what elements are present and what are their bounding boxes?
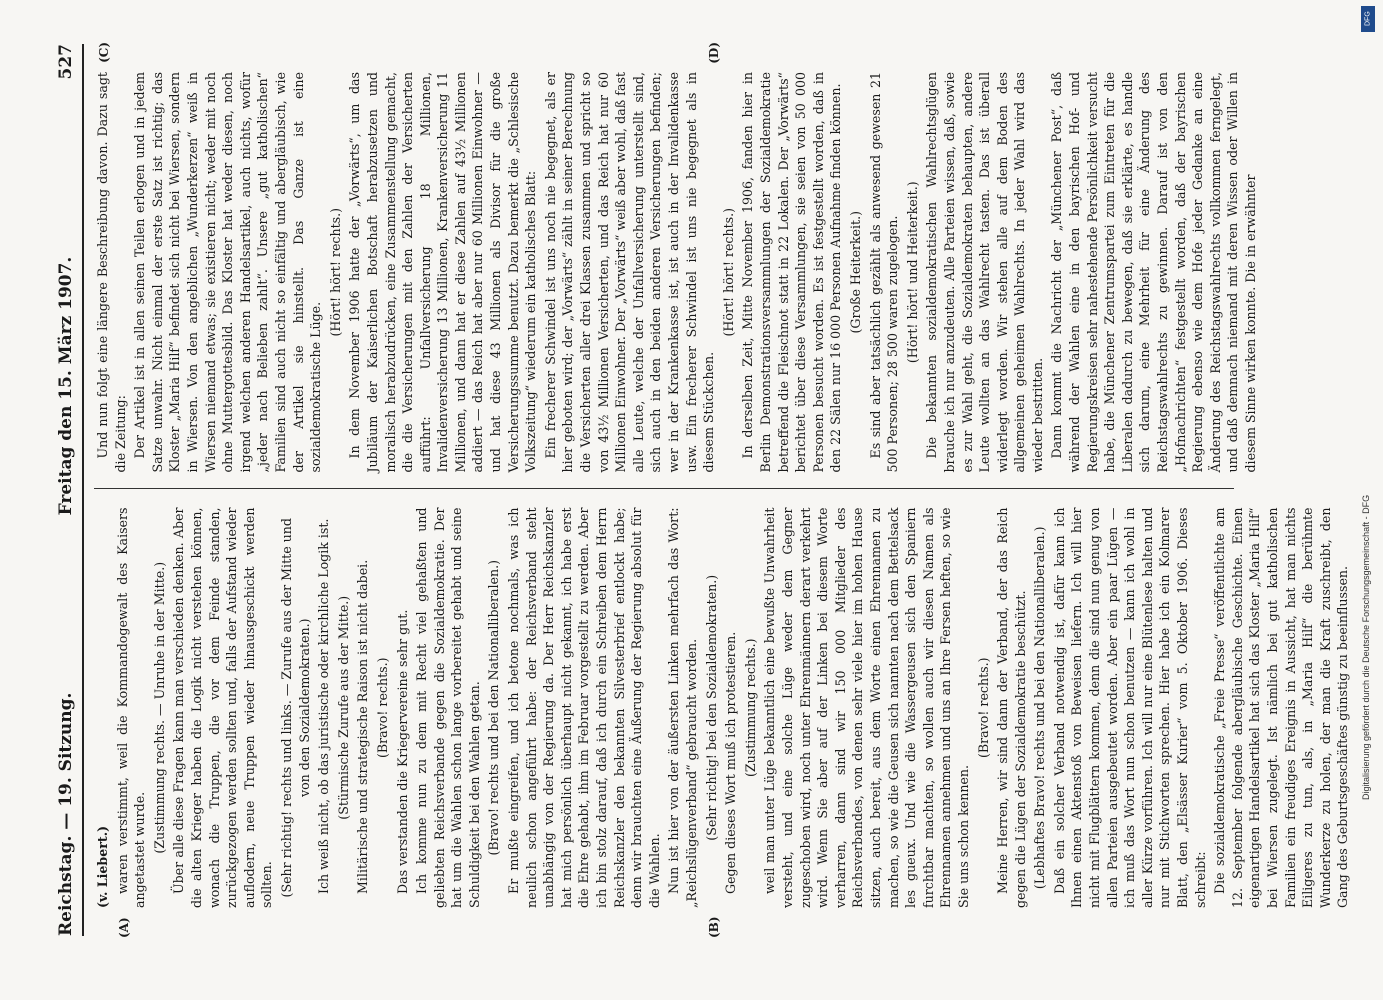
left-column-paragraph: Militärische und strategische Raison ist nicht dabei.	[355, 559, 371, 894]
digitization-credit: Digitalisierung gefördert durch die Deutsche Forschungsgemeinschaft - DFG	[1361, 494, 1371, 800]
right-column-paragraph: (Hört! hört! und Heiterkeit.)	[904, 181, 920, 364]
left-column	[94, 507, 1351, 938]
left-column-paragraph: Er mußte eingreifen, und ich betone nochmals, was ich neulich schon angeführt habe: der Reichsverband steht unabhängig von der Regierung da. Der Herr Reichskanzler hat mich persönlich überhaupt nicht gekannt, ich habe erst die Ehre gehabt, ihm im Februar vorgestellt zu werden. Aber ich bin stolz darauf, daß ich durch ein Schreiben dem Herrn Reichskanzler den bekannten Silvesterbrief entlockt habe; denn wir brauchten eine Äußerung der Regierung absolut für die Wahlen.	[506, 507, 662, 908]
left-column-paragraph: Meine Herren, wir sind dann der Verband, der das Reich gegen die Lügen der Sozialdemokratie beschützt.	[995, 507, 1028, 908]
right-column-paragraph: Dann kommt die Nachricht der „Münchener Post“, daß während der Wahlen eine in den bayrischen Hof- und Regierungskreisen sehr nahestehende Persönlichkeit versucht habe, die Münchener Zentrumspartei zum Eintreten für die Liberalen dadurch zu bewegen, daß sie erklärte, es handle sich darum, eine Mehrheit für eine Änderung des Reichstagswahlrechts zu gewinnen. Darauf ist von den „Hofnachrichten“ festgestellt worden, daß der bayrischen Regierung ebenso wie dem Hofe jeder Gedanke an eine Änderung des Reichstagswahlrechts vollkommen ferngelegt, und daß demnach niemand mit deren Wissen oder Willen in diesem Sinne wirken konnte. Die in erwähnter	[1049, 72, 1258, 473]
page-number: 527	[56, 44, 76, 80]
right-column-paragraph: Der Artikel ist in allen seinen Teilen erlogen und in jedem Satze unwahr. Nicht einmal der erste Satz ist richtig; das Kloster „Maria Hilf“ befindet sich nicht bei Wiersen, sondern in Wiersen. Von den angeblichen „Wunderkerzen“ weiß in Wiersen niemand etwas; sie existieren nicht; weder mit noch ohne Muttergottesbild. Das Kloster hat weder diesen, noch irgend welchen anderen Handelsartikel, auch nichts, wofür „jeder nach Belieben zahlt“. Unsere „gut katholischen“ Familien sind auch nicht so einfältig und abergläubisch, wie der Artikel sie hinstellt. Das Ganze ist eine sozialdemokratische Lüge.	[132, 72, 324, 473]
left-column-paragraph: Nun ist hier von der äußersten Linken mehrfach das Wort: „Reichslügenverband“ gebraucht worden.	[666, 507, 699, 908]
left-column-paragraph: (Lebhaftes Bravo! rechts und bei den Nationalliberalen.)	[1032, 526, 1048, 890]
margin-marker-c: (C)	[97, 42, 111, 63]
left-column-paragraph: Ich komme nun zu dem mit Recht viel gehaßten und geliebten Reichsverbande gegen die Sozialdemokratie. Der hat um die Wahlen schon lange vorbereitet gehabt und seine Schuldigkeit bei den Wahlen getan.	[414, 507, 482, 908]
left-column-paragraph: Gegen dieses Wort muß ich protestieren.	[723, 631, 739, 894]
left-column-paragraph: Daß ein solcher Verband notwendig ist, dafür kann ich Ihnen einen Aktenstoß von Beweisen liefern. Ich will hier nicht mit Flugblättern kommen, denn die sind nun genug von allen Parteien ausgebeutet worden. Aber ein paar Lügen — ich muß das Wort nun schon benutzen — kann ich wohl in aller Kürze vorführen. Ich will nur eine Blütenlese halten und nur mit Stichworten sprechen. Hier habe ich ein Kolmarer Blatt, den „Elsässer Kurier“ vom 5. Oktober 1906. Dieses schreibt:	[1051, 507, 1208, 908]
right-column-paragraph: Ein frecherer Schwindel ist uns noch nie begegnet, als er hier geboten wird; der „Vorwärts“ zählt in seiner Berechnung die Versicherten aller drei Klassen zusammen und spricht so von 43½ Millionen Versicherten, und das Reich hat nur 60 Millionen Einwohner. Der „Vorwärts“ weiß aber wohl, daß fast alle Leute, welche der Unfallversicherung unterstellt sind, sich auch in den beiden anderen Versicherungen befinden; wer in der Krankenkasse ist, ist auch in der Invalidenkasse usw. Ein frecherer Schwindel ist uns nie begegnet als in diesem Stückchen.	[542, 72, 717, 473]
left-column-paragraph: weil man unter Lüge bekanntlich eine bewußte Unwahrheit versteht, und eine solche Lüge weder dem Gegner zugeschoben wird, noch unter Ehrenmännern derart verkehrt wird. Wenn Sie aber auf der Linken bei diesem Worte verharren, dann sind wir 150 000 Mitglieder des Reichsverbandes, von denen sehr viele hier im hohen Hause sitzen, auch bereit, aus dem Worte einen Ehrennamen zu machen, so wie die Geusen sich nannten nach dem Bettelsack les gueux. Und wie die Wassergeusen sich den Spaniern furchtbar machten, so wollen auch wir diesen Namen als Ehrennamen annehmen und uns an Ihre Fersen heften, so wie Sie uns schon kennen.	[762, 507, 971, 908]
dfg-logo-badge: DFG	[1361, 6, 1375, 32]
left-column-paragraph: (Sehr richtig! bei den Sozialdemokraten.)	[703, 574, 719, 841]
right-column	[94, 42, 1258, 490]
right-column-paragraph: Die bekannten sozialdemokratischen Wahlrechtsglügen brauche ich nur anzudeuten. Alle Parteien wissen, daß, sowie es zur Wahl geht, die Sozialdemokraten behaupten, andere Leute wollten an das Wahlrecht tasten. Das ist überall widerlegt worden. Wir stehen alle auf dem Boden des allgemeinen geheimen Wahlrechts. In jeder Wahl wird das wieder bestritten.	[924, 72, 1045, 473]
header-left: Reichstag. — 19. Sitzung.	[56, 692, 76, 936]
left-column-paragraph: (Stürmische Zurufe aus der Mitte.)	[335, 595, 351, 820]
left-column-paragraph: waren verstimmt, weil die Kommandogewalt des Kaisers angetastet wurde.	[114, 507, 148, 908]
page-header	[56, 44, 84, 936]
header-date: Freitag den 15. März 1907.	[56, 256, 76, 516]
left-column-paragraph: Über alle diese Fragen kann man verschieden denken. Aber die alten Krieger haben die Logik nicht verstehen können, wonach die Truppen, die vor dem Feinde standen, zurückgezogen werden sollten und, falls der Aufstand wieder auflodern, neue Truppen wieder hinausgeschickt werden sollten.	[171, 507, 275, 908]
left-column-paragraph: Ich weiß nicht, ob das juristische oder kirchliche Logik ist.	[316, 518, 332, 894]
right-column-paragraph: (Hört! hört! rechts.)	[327, 207, 343, 337]
margin-marker-a: (A)	[117, 917, 131, 938]
left-column-paragraph: Das verstanden die Kriegervereine sehr gut.	[394, 609, 410, 894]
right-column-paragraph: Und nun folgt eine längere Beschreibung davon. Dazu sagt die Zeitung:	[95, 72, 128, 473]
left-column-paragraph: (Bravo! rechts und bei den Nationalliberalen.)	[486, 559, 502, 856]
right-column-paragraph: In dem November 1906 hatte der „Vorwärts“, um das Jubiläum der Kaiserlichen Botschaft herabzusetzen und moralisch herabzudrücken, eine Zusammenstellung gemacht, die die Versicherungen mit den Zahlen der Versicherten aufführt: Unfallversicherung 18 Millionen, Invalidenversicherung 13 Millionen, Krankenversicherung 11 Millionen, und dann hat er diese Zahlen auf 43½ Millionen addiert — das Reich hat aber nur 60 Millionen Einwohner — und hat diese 43 Millionen als Divisor für die große Versicherungssumme benutzt. Dazu bemerkt die „Schlesische Volkszeitung“ wiederum ein katholisches Blatt:	[347, 72, 539, 473]
right-column-paragraph: In derselben Zeit, Mitte November 1906, fanden hier in Berlin Demonstrationsversammlungen der Sozialdemokratie betreffend die Fleischnot statt in 22 Lokalen. Der „Vorwärts“ berichtet über diese Versammlungen, sie seien von 50 000 Personen besucht worden. Es ist festgestellt worden, daß in den 22 Sälen nur 16 000 Personen Aufnahme finden können.	[740, 72, 844, 473]
margin-marker-b: (B)	[707, 916, 721, 938]
left-column-paragraph: (Sehr richtig! rechts und links. — Zurufe aus der Mitte und von den Sozialdemokraten.)	[278, 518, 312, 898]
left-column-paragraph: (Zustimmung rechts.)	[742, 638, 758, 778]
right-column-paragraph: (Große Heiterkeit.)	[847, 210, 863, 334]
left-column-paragraph: Die sozialdemokratische „Freie Presse“ veröffentlichte am 12. September folgende abergläubische Geschichte. Einen eigenartigen Handelsartikel hat sich das Kloster „Maria Hilf“ bei Wiersen zugelegt. Ist nämlich bei gut katholischen Familien ein freudiges Ereignis in Aussicht, hat man nichts Eiligeres zu tun, als, in „Maria Hilf“ die berühmte Wunderkerze zu holen, der man die Kraft zuschreibt, den Gang des Geburtsgeschäftes günstig zu beeinflussen.	[1212, 507, 1351, 908]
right-column-paragraph: (Hört! hört! rechts.)	[720, 207, 736, 337]
margin-marker-d: (D)	[707, 42, 721, 64]
left-column-paragraph: (v. Liebert.)	[95, 825, 110, 908]
left-column-paragraph: (Bravo! rechts.)	[975, 657, 991, 759]
right-column-paragraph: Es sind aber tatsächlich gezählt als anwesend gewesen 21 500 Personen; 28 500 waren zugelogen.	[867, 72, 901, 473]
left-column-paragraph: (Bravo! rechts.)	[374, 657, 390, 759]
left-column-paragraph: (Zustimmung rechts. — Unruhe in der Mitte.)	[151, 561, 167, 854]
